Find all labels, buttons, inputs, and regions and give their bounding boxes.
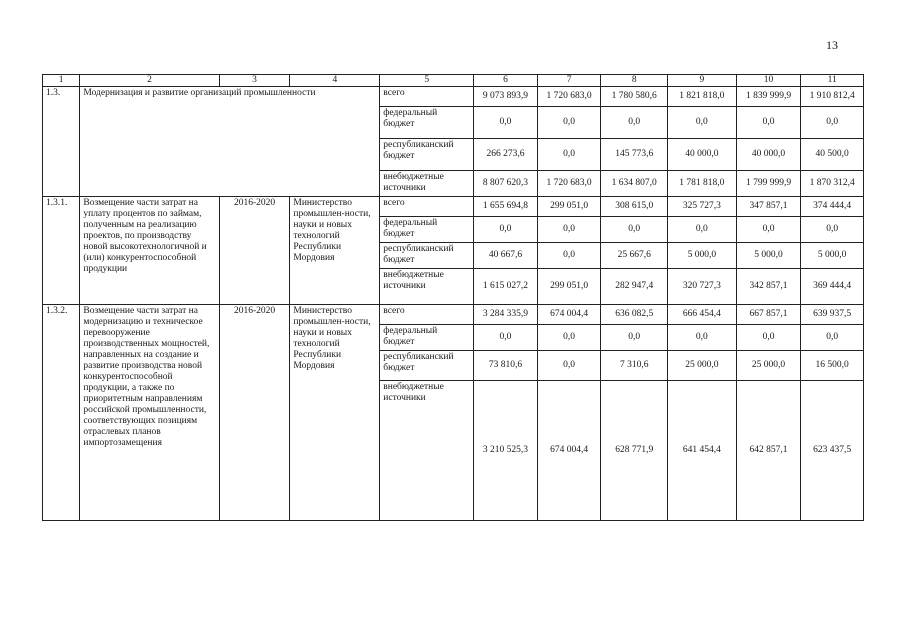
- row-number: 1.3.: [43, 87, 80, 197]
- amount-cell: 0,0: [474, 107, 538, 139]
- amount-cell: 16 500,0: [801, 351, 864, 381]
- amount-cell: 1 655 694,8: [474, 197, 538, 217]
- funding-source-cell: [380, 171, 474, 197]
- amount-cell: 3 210 525,3: [474, 381, 538, 521]
- amount-cell: 674 004,4: [537, 381, 601, 521]
- amount-cell: 628 771,9: [601, 381, 668, 521]
- funding-source-label: всего: [383, 306, 405, 316]
- funding-source-label: внебюджетные источники: [383, 172, 444, 193]
- row-title: Возмещение части затрат на модернизацию и техническое перевооружение производственных мощностей, направленных на создание и развитие производства новой конкурентоспособной продукции, а также по приоритетным направлениям российской промышленности, соответствующих позициям отраслевых планов импортозамещения: [80, 305, 219, 521]
- amount-cell: 0,0: [801, 325, 864, 351]
- header-row: [43, 75, 864, 87]
- amount-cell: 674 004,4: [537, 305, 601, 325]
- funding-source-cell: [380, 107, 474, 139]
- row-number: 1.3.2.: [43, 305, 80, 521]
- funding-source-cell: [380, 87, 474, 107]
- row-executor: Министерство промышлен-ности, науки и новых технологий Республики Мордовия: [290, 305, 380, 521]
- amount-cell: 0,0: [474, 325, 538, 351]
- funding-source-label: республиканский бюджет: [383, 140, 454, 161]
- funding-source-label: республиканский бюджет: [383, 244, 454, 265]
- amount-cell: 0,0: [668, 325, 737, 351]
- table-row: [43, 197, 864, 217]
- row-number: 1.3.1.: [43, 197, 80, 305]
- amount-cell: 25 000,0: [736, 351, 801, 381]
- header-cell: 1: [43, 75, 80, 87]
- amount-cell: 25 667,6: [601, 243, 668, 269]
- amount-cell: 0,0: [537, 351, 601, 381]
- table-row: [43, 305, 864, 325]
- page-number: 13: [826, 38, 838, 52]
- amount-cell: 667 857,1: [736, 305, 801, 325]
- amount-cell: 325 727,3: [668, 197, 737, 217]
- funding-source-label: всего: [383, 88, 405, 98]
- header-cell: 2: [80, 75, 219, 87]
- amount-cell: 40 500,0: [801, 139, 864, 171]
- amount-cell: 25 000,0: [668, 351, 737, 381]
- amount-cell: 40 000,0: [668, 139, 737, 171]
- amount-cell: 0,0: [537, 325, 601, 351]
- amount-cell: 1 720 683,0: [537, 171, 601, 197]
- row-title: Возмещение части затрат на уплату процентов по займам, полученным на реализацию проектов, по производству новой высокотехнологичной и (или) конкурентоспособной продукции: [80, 197, 219, 305]
- header-cell: 7: [537, 75, 601, 87]
- funding-source-cell: [380, 305, 474, 325]
- amount-cell: 642 857,1: [736, 381, 801, 521]
- funding-source-cell: [380, 269, 474, 305]
- amount-cell: 8 807 620,3: [474, 171, 538, 197]
- amount-cell: 0,0: [601, 325, 668, 351]
- amount-cell: 282 947,4: [601, 269, 668, 305]
- amount-cell: 623 437,5: [801, 381, 864, 521]
- funding-source-cell: [380, 351, 474, 381]
- funding-source-cell: [380, 325, 474, 351]
- amount-cell: 0,0: [736, 325, 801, 351]
- amount-cell: 145 773,6: [601, 139, 668, 171]
- header-cell: 5: [380, 75, 474, 87]
- amount-cell: 0,0: [801, 107, 864, 139]
- amount-cell: 0,0: [537, 139, 601, 171]
- funding-source-label: республиканский бюджет: [383, 352, 454, 373]
- amount-cell: 299 051,0: [537, 269, 601, 305]
- header-cell: 10: [736, 75, 801, 87]
- funding-source-cell: [380, 381, 474, 521]
- amount-cell: 1 799 999,9: [736, 171, 801, 197]
- table-body: [43, 75, 864, 521]
- amount-cell: 1 780 580,6: [601, 87, 668, 107]
- amount-cell: 1 720 683,0: [537, 87, 601, 107]
- amount-cell: 7 310,6: [601, 351, 668, 381]
- amount-cell: 1 821 818,0: [668, 87, 737, 107]
- amount-cell: 266 273,6: [474, 139, 538, 171]
- funding-source-label: федеральный бюджет: [383, 326, 438, 347]
- row-title: Модернизация и развитие организаций промышленности: [80, 87, 380, 197]
- funding-source-label: всего: [383, 198, 405, 208]
- amount-cell: 5 000,0: [736, 243, 801, 269]
- funding-source-label: федеральный бюджет: [383, 218, 438, 239]
- amount-cell: 0,0: [537, 217, 601, 243]
- amount-cell: 5 000,0: [801, 243, 864, 269]
- funding-source-cell: [380, 197, 474, 217]
- row-period: 2016-2020: [219, 197, 290, 305]
- amount-cell: 374 444,4: [801, 197, 864, 217]
- funding-source-label: федеральный бюджет: [383, 108, 438, 129]
- amount-cell: 666 454,4: [668, 305, 737, 325]
- header-cell: 11: [801, 75, 864, 87]
- amount-cell: 0,0: [537, 243, 601, 269]
- amount-cell: 1 910 812,4: [801, 87, 864, 107]
- amount-cell: 1 870 312,4: [801, 171, 864, 197]
- header-cell: 3: [219, 75, 290, 87]
- amount-cell: 0,0: [668, 217, 737, 243]
- amount-cell: 636 082,5: [601, 305, 668, 325]
- header-cell: 4: [290, 75, 380, 87]
- amount-cell: 40 667,6: [474, 243, 538, 269]
- table-row: [43, 87, 864, 107]
- amount-cell: 0,0: [601, 107, 668, 139]
- amount-cell: 1 615 027,2: [474, 269, 538, 305]
- amount-cell: 0,0: [801, 217, 864, 243]
- funding-source-label: внебюджетные источники: [383, 382, 444, 403]
- amount-cell: 639 937,5: [801, 305, 864, 325]
- header-cell: 6: [474, 75, 538, 87]
- amount-cell: 299 051,0: [537, 197, 601, 217]
- budget-table: [42, 74, 864, 521]
- funding-source-cell: [380, 217, 474, 243]
- funding-source-cell: [380, 139, 474, 171]
- amount-cell: 0,0: [474, 217, 538, 243]
- amount-cell: 3 284 335,9: [474, 305, 538, 325]
- amount-cell: 5 000,0: [668, 243, 737, 269]
- amount-cell: 0,0: [601, 217, 668, 243]
- amount-cell: 9 073 893,9: [474, 87, 538, 107]
- row-executor: Министерство промышлен-ности, науки и новых технологий Республики Мордовия: [290, 197, 380, 305]
- amount-cell: 347 857,1: [736, 197, 801, 217]
- amount-cell: 0,0: [736, 107, 801, 139]
- amount-cell: 73 810,6: [474, 351, 538, 381]
- amount-cell: 320 727,3: [668, 269, 737, 305]
- header-cell: 8: [601, 75, 668, 87]
- funding-source-label: внебюджетные источники: [383, 270, 444, 291]
- amount-cell: 0,0: [537, 107, 601, 139]
- amount-cell: 342 857,1: [736, 269, 801, 305]
- header-cell: 9: [668, 75, 737, 87]
- amount-cell: 369 444,4: [801, 269, 864, 305]
- amount-cell: 1 634 807,0: [601, 171, 668, 197]
- amount-cell: 641 454,4: [668, 381, 737, 521]
- amount-cell: 0,0: [736, 217, 801, 243]
- amount-cell: 40 000,0: [736, 139, 801, 171]
- amount-cell: 1 839 999,9: [736, 87, 801, 107]
- amount-cell: 0,0: [668, 107, 737, 139]
- amount-cell: 308 615,0: [601, 197, 668, 217]
- funding-source-cell: [380, 243, 474, 269]
- row-period: 2016-2020: [219, 305, 290, 521]
- amount-cell: 1 781 818,0: [668, 171, 737, 197]
